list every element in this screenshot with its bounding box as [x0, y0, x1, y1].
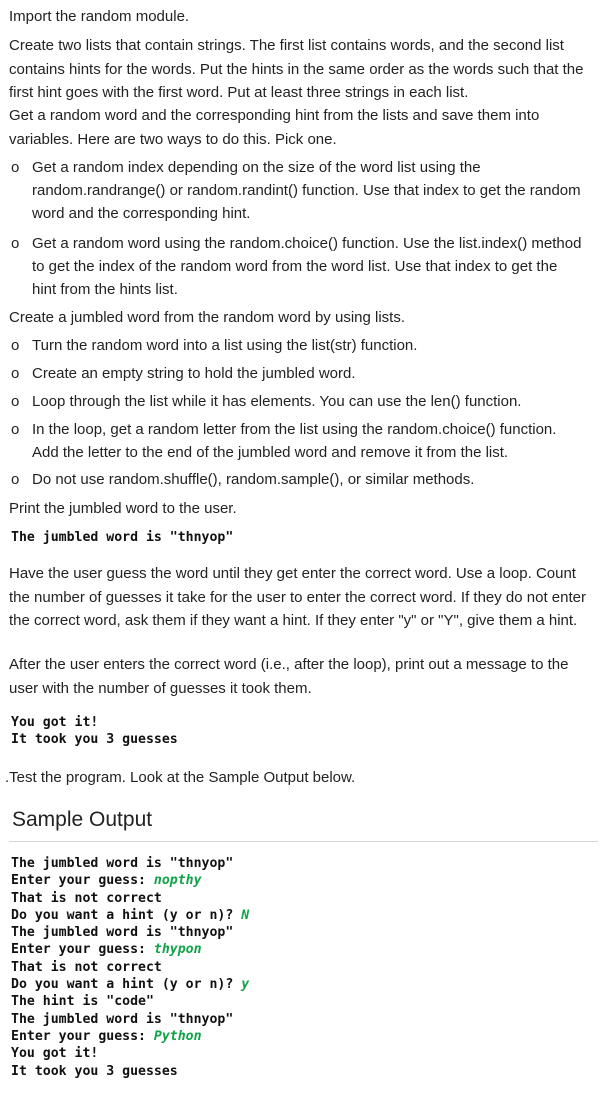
paragraph-print: Print the jumbled word to the user.: [9, 500, 237, 517]
paragraph-import: Import the random module.: [9, 8, 190, 25]
sample-output-line: [11, 925, 233, 940]
output-text: It took you 3 guesses: [11, 1063, 178, 1079]
code-block-result: [11, 714, 178, 749]
sample-output-line: [11, 891, 162, 906]
paragraph-test: .Test the program. Look at the Sample Output below.: [5, 769, 356, 786]
bullet-marker: o: [11, 235, 20, 252]
bullet-marker: o: [11, 421, 20, 438]
paragraph-jumble: Create a jumbled word from the random word by using lists.: [9, 309, 406, 326]
user-input-text: thypon: [153, 942, 202, 958]
section-divider: [9, 841, 598, 842]
paragraph-guess-loop: Have the user guess the word until they get enter the correct word. Use a loop. Count the number of guesses it take for the user to enter the correct word. If they do not enter the correct word, ask them if they want a hint. If they enter "y" or "Y", give them a hint.: [9, 565, 586, 629]
bullet-text: Create an empty string to hold the jumbled word.: [32, 365, 356, 382]
bullet-marker: o: [11, 159, 20, 176]
paragraph-after-loop: After the user enters the correct word (i.e., after the loop), print out a message to the user with the number of guesses it took them.: [9, 656, 569, 697]
sample-output-line: [11, 1046, 98, 1061]
sample-output-block: [11, 855, 249, 1080]
bullet-text: Do not use random.shuffle(), random.sample(), or similar methods.: [32, 471, 475, 488]
code-line: It took you 3 guesses: [11, 732, 178, 748]
sample-output-line: [11, 960, 162, 975]
bullet-marker: o: [11, 337, 20, 354]
output-text: Do you want a hint (y or n)?: [11, 977, 242, 993]
bullet-text: Loop through the list while it has elements. You can use the len() function.: [32, 393, 522, 410]
bullet-marker: o: [11, 393, 20, 410]
paragraph-random-word: Get a random word and the corresponding hint from the lists and save them into variables. Here are two ways to do this. Pick one.: [9, 107, 540, 148]
sample-output-heading: Sample Output: [12, 808, 153, 831]
user-input-text: nopthy: [153, 873, 202, 889]
output-text: Enter your guess:: [11, 942, 154, 958]
paragraph-create-lists: Create two lists that contain strings. The first list contains words, and the second list contains hints for the words. Put the hints in the same order as the words such that the first hint goes with the first word. Put at least three strings in each list.: [9, 37, 584, 101]
sample-output-line: [11, 1029, 202, 1044]
sample-output-line: [11, 1012, 233, 1027]
output-text: The jumbled word is "thnyop": [11, 856, 234, 871]
output-text: Enter your guess:: [11, 1028, 154, 1044]
user-input-text: Python: [153, 1028, 202, 1044]
bullet-text: In the loop, get a random letter from the list using the random.choice() function. Add the letter to the end of the jumbled word and remove it from the list.: [32, 421, 557, 461]
sample-output-line: [11, 908, 249, 923]
output-text: Enter your guess:: [11, 873, 154, 889]
sample-output-line: [11, 873, 202, 888]
sample-output-line: [11, 856, 233, 871]
sample-output-line: [11, 942, 202, 957]
output-text: The jumbled word is "thnyop": [11, 1011, 234, 1027]
code-block-jumbled: The jumbled word is "thnyop": [11, 530, 234, 545]
output-text: The hint is "code": [11, 994, 154, 1010]
code-line: You got it!: [11, 715, 99, 730]
sample-output-line: [11, 1064, 178, 1079]
output-text: That is not correct: [11, 959, 162, 975]
bullet-text: Get a random index depending on the size of the word list using the random.randrange() or random.randint() function. Use that index to get the random word and the corresponding hint.: [32, 159, 581, 222]
output-text: You got it!: [11, 1046, 99, 1062]
user-input-text: N: [241, 907, 250, 923]
bullet-marker: o: [11, 471, 20, 488]
output-text: Do you want a hint (y or n)?: [11, 907, 242, 923]
user-input-text: y: [241, 977, 250, 993]
output-text: That is not correct: [11, 890, 162, 906]
bullet-text: Turn the random word into a list using the list(str) function.: [32, 337, 418, 354]
bullet-text: Get a random word using the random.choice() function. Use the list.index() method to get the index of the random word from the word list. Use that index to get the hint from the hints list.: [32, 235, 582, 298]
bullet-marker: o: [11, 365, 20, 382]
sample-output-line: [11, 994, 154, 1009]
sample-output-line: [11, 977, 249, 992]
output-text: The jumbled word is "thnyop": [11, 925, 234, 941]
